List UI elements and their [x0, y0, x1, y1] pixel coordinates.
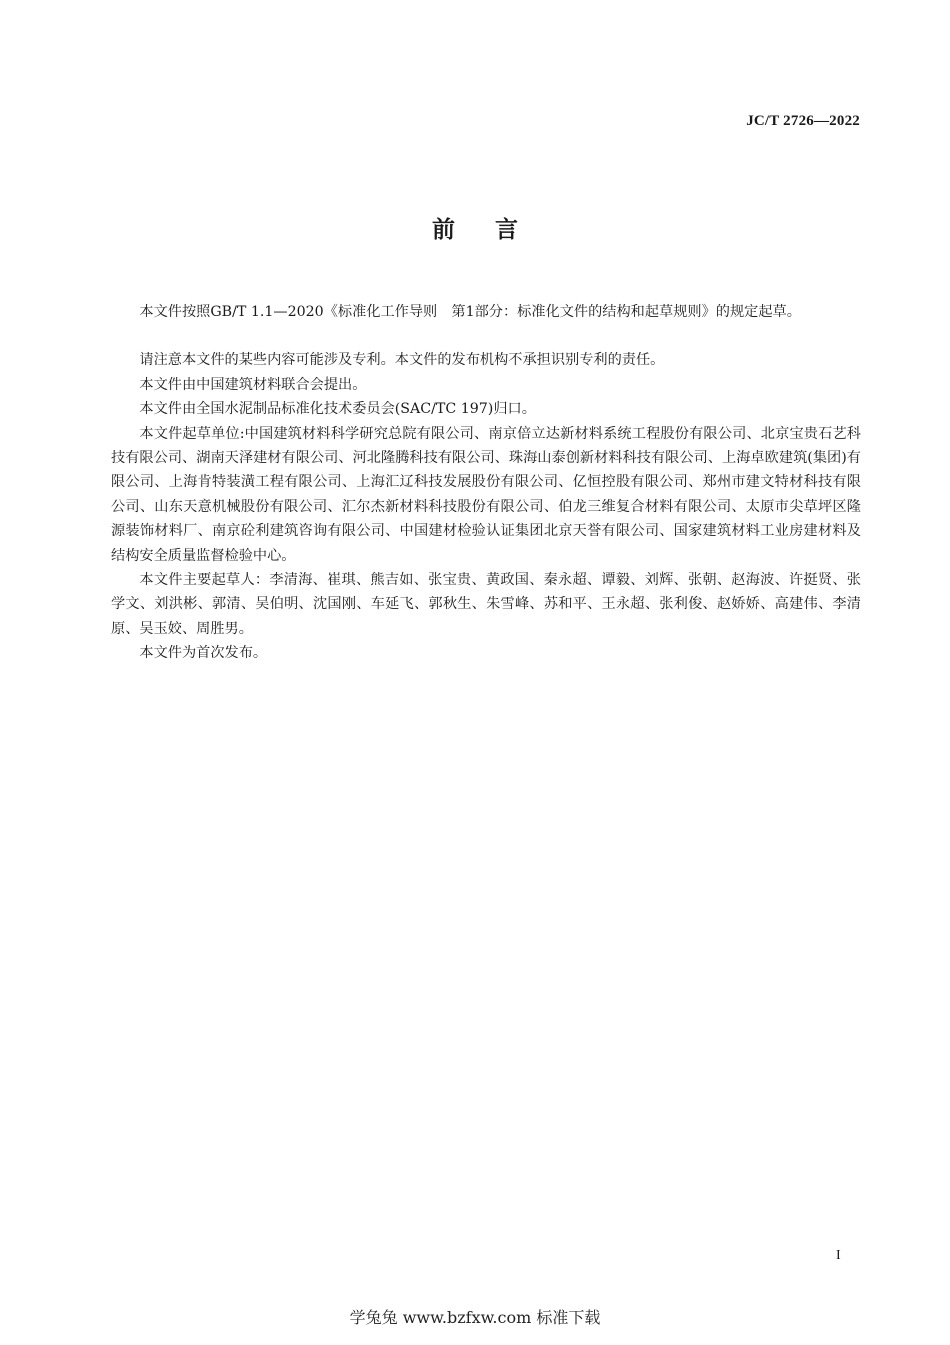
paragraph-drafters: 本文件主要起草人：李清海、崔琪、熊吉如、张宝贵、黄政国、秦永超、谭毅、刘辉、张朝、赵海波、许挺贤、张学文、刘洪彬、郭清、吴伯明、沈国刚、车延飞、郭秋生、朱雪峰、苏和平、王永超、张利俊、赵娇娇、高建伟、李清原、吴玉姣、周胜男。: [111, 572, 861, 637]
foreword-body: [111, 300, 861, 666]
paragraph-drafting-rules: 本文件按照GB/T 1.1—2020《标准化工作导则 第1部分：标准化文件的结构和起草规则》的规定起草。: [139, 304, 801, 320]
paragraph-drafting-units: 本文件起草单位:中国建筑材料科学研究总院有限公司、南京倍立达新材料系统工程股份有限公司、北京宝贵石艺科技有限公司、湖南天泽建材有限公司、河北隆腾科技有限公司、珠海山泰创新材料科技有限公司、上海卓欧建筑(集团)有限公司、上海肯特装潢工程有限公司、上海汇辽科技发展股份有限公司、亿恒控股有限公司、郑州市建文特材科技有限公司、山东天意机械股份有限公司、汇尔杰新材料科技股份有限公司、伯龙三维复合材料有限公司、太原市尖草坪区隆源装饰材料厂、南京砼利建筑咨询有限公司、中国建材检验认证集团北京天誉有限公司、国家建筑材料工业房建材料及结构安全质量监督检验中心。: [111, 425, 861, 564]
page-number: I: [836, 1248, 841, 1263]
paragraph-first-release: 本文件为首次发布。: [139, 645, 268, 662]
paragraph-patent-notice: 请注意本文件的某些内容可能涉及专利。本文件的发布机构不承担识别专利的责任。: [139, 352, 665, 369]
page-title: 前言: [432, 217, 558, 243]
paragraph-centralized-by: 本文件由全国水泥制品标准化技术委员会(SAC/TC 197)归口。: [139, 401, 536, 418]
standard-code: JC/T 2726—2022: [746, 113, 860, 129]
paragraph-proposed-by: 本文件由中国建筑材料联合会提出。: [139, 376, 367, 393]
watermark-text: 学兔兔 www.bzfxw.com 标准下载: [349, 1308, 601, 1327]
